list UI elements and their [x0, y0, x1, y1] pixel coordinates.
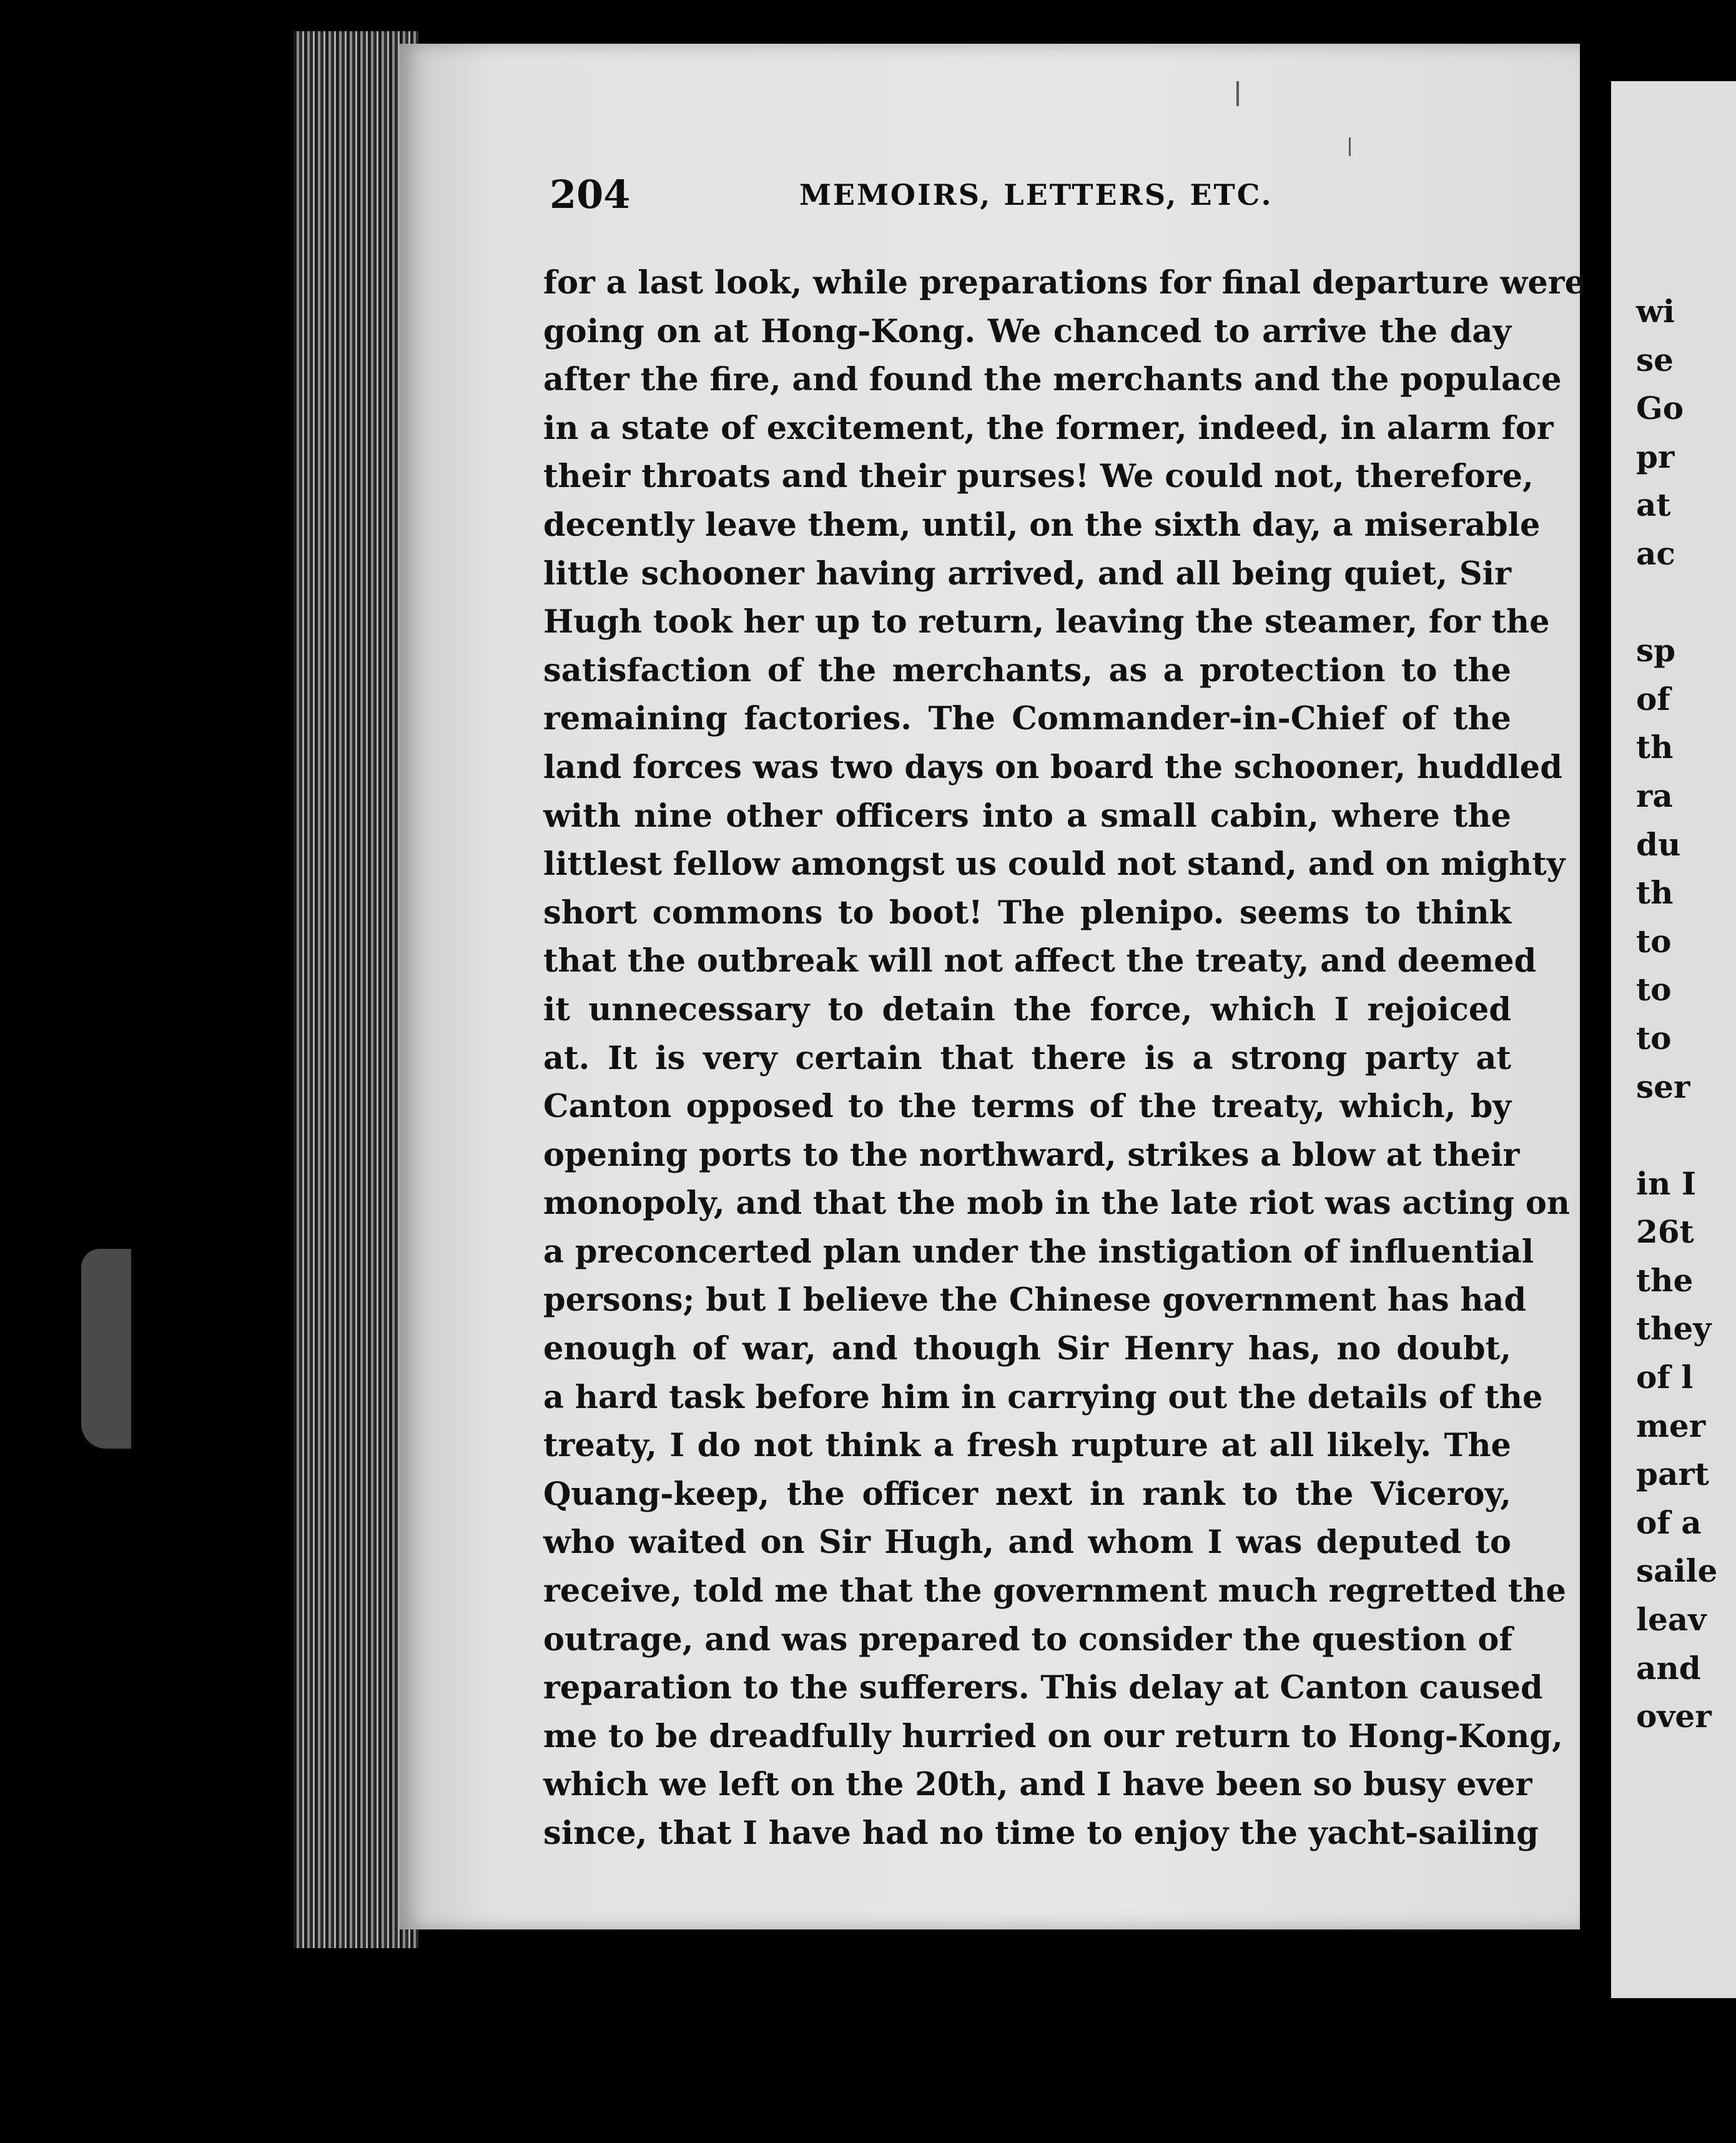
- text-line: littlest fellow amongst us could not stand, and on mighty: [543, 845, 1566, 884]
- text-line: a preconcerted plan under the instigation of influential: [543, 1233, 1534, 1271]
- adjacent-page-fragment: sp: [1636, 632, 1676, 669]
- book-page: [400, 44, 1586, 1929]
- text-line: for a last look, while preparations for final departure were: [543, 264, 1586, 302]
- text-line: after the fire, and found the merchants and the populace: [543, 361, 1562, 399]
- adjacent-page-fragment: to: [1636, 971, 1672, 1008]
- running-title: MEMOIRS, LETTERS, ETC.: [799, 178, 1273, 212]
- adjacent-page-fragment: of a: [1636, 1504, 1702, 1541]
- adjacent-page-fragment: Go: [1636, 390, 1684, 427]
- adjacent-page-fragment: th: [1636, 874, 1674, 912]
- adjacent-page-fragment: pr: [1636, 438, 1675, 475]
- adjacent-page-fragment: wi: [1636, 293, 1675, 330]
- adjacent-page-fragment: they: [1636, 1310, 1712, 1347]
- text-line: who waited on Sir Hugh, and whom I was deputed to: [543, 1524, 1511, 1562]
- adjacent-page-fragment: ac: [1636, 535, 1675, 572]
- adjacent-page-fragment: over: [1636, 1698, 1712, 1735]
- text-line: it unnecessary to detain the force, which I rejoiced: [543, 990, 1511, 1028]
- adjacent-page-fragment: at: [1636, 486, 1671, 524]
- text-line: enough of war, and though Sir Henry has, no doubt,: [543, 1330, 1511, 1368]
- text-line: outrage, and was prepared to consider the question of: [543, 1620, 1513, 1658]
- adjacent-page-fragment: part: [1636, 1456, 1709, 1493]
- text-line: Quang-keep, the officer next in rank to the Viceroy,: [543, 1475, 1511, 1513]
- adjacent-page-fragment: saile: [1636, 1552, 1718, 1590]
- text-line: monopoly, and that the mob in the late riot was acting on: [543, 1185, 1571, 1223]
- adjacent-page-fragment: se: [1636, 341, 1674, 378]
- text-line: their throats and their purses! We could not, therefore,: [543, 458, 1534, 496]
- adjacent-page-fragment: the: [1636, 1261, 1694, 1299]
- text-line: receive, told me that the government much regretted the: [543, 1572, 1566, 1610]
- adjacent-page-fragment: 26t: [1636, 1213, 1694, 1251]
- scan-speck: [1349, 137, 1351, 156]
- page-number: 204: [550, 172, 631, 217]
- adjacent-page-fragment: ra: [1636, 777, 1673, 814]
- text-line: in a state of excitement, the former, indeed, in alarm for: [543, 409, 1554, 447]
- adjacent-page-fragment: [1611, 578, 1717, 627]
- adjacent-page-fragment: to: [1636, 1019, 1672, 1057]
- body-text: [543, 259, 1586, 1858]
- text-line: land forces was two days on board the schooner, huddled: [543, 748, 1562, 786]
- adjacent-page-edge: [1611, 81, 1736, 1998]
- adjacent-page-text: [1611, 287, 1717, 1741]
- adjacent-page-fragment: du: [1636, 825, 1681, 863]
- text-line: me to be dreadfully hurried on our return to Hong-Kong,: [543, 1717, 1563, 1755]
- text-line: at. It is very certain that there is a strong party at: [543, 1039, 1511, 1077]
- text-line: short commons to boot! The plenipo. seems to think: [543, 894, 1511, 932]
- text-line: persons; but I believe the Chinese government has had: [543, 1281, 1527, 1319]
- text-line: Hugh took her up to return, leaving the steamer, for the: [543, 603, 1550, 641]
- text-line: since, that I have had no time to enjoy the yacht-sailing: [543, 1815, 1539, 1852]
- text-line: remaining factories. The Commander-in-Chief of the: [543, 700, 1511, 738]
- text-line: decently leave them, until, on the sixth day, a miserable: [543, 506, 1541, 544]
- text-line: going on at Hong-Kong. We chanced to arrive the day: [543, 312, 1511, 350]
- adjacent-page-fragment: th: [1636, 729, 1674, 766]
- adjacent-page-fragment: leav: [1636, 1601, 1707, 1638]
- scan-speck: [1236, 81, 1239, 106]
- adjacent-page-fragment: ser: [1636, 1068, 1690, 1105]
- adjacent-page-fragment: mer: [1636, 1407, 1706, 1444]
- adjacent-page-fragment: [1611, 1111, 1717, 1160]
- text-line: satisfaction of the merchants, as a protection to the: [543, 651, 1511, 689]
- text-line: treaty, I do not think a fresh rupture at all likely. The: [543, 1427, 1511, 1465]
- adjacent-page-fragment: of l: [1636, 1359, 1694, 1396]
- left-margin-shadow: [81, 1249, 131, 1449]
- text-line: Canton opposed to the terms of the treaty, which, by: [543, 1088, 1511, 1126]
- adjacent-page-fragment: of: [1636, 680, 1670, 717]
- text-line: that the outbreak will not affect the treaty, and deemed: [543, 942, 1537, 980]
- text-line: a hard task before him in carrying out the details of the: [543, 1378, 1543, 1416]
- text-line: which we left on the 20th, and I have been so busy ever: [543, 1766, 1532, 1804]
- text-line: little schooner having arrived, and all being quiet, Sir: [543, 554, 1511, 593]
- adjacent-page-fragment: in I: [1636, 1165, 1697, 1202]
- running-head: [400, 172, 1580, 234]
- text-line: opening ports to the northward, strikes a blow at their: [543, 1136, 1520, 1174]
- text-line: reparation to the sufferers. This delay at Canton caused: [543, 1669, 1543, 1707]
- text-line: with nine other officers into a small cabin, where the: [543, 797, 1511, 835]
- adjacent-page-fragment: and: [1636, 1649, 1701, 1687]
- adjacent-page-fragment: to: [1636, 922, 1672, 960]
